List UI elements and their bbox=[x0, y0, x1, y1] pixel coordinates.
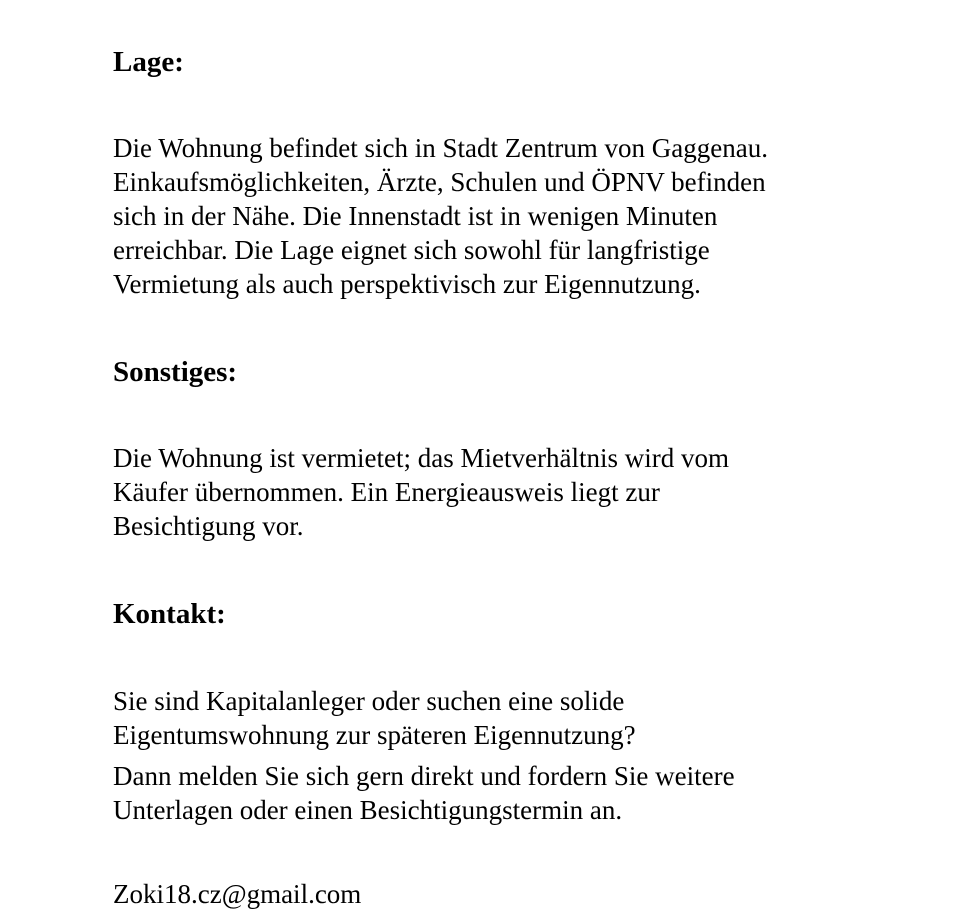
text-line: erreichbar. Die Lage eignet sich sowohl für langfristige bbox=[113, 235, 710, 265]
contact-email[interactable]: Zoki18.cz@gmail.com bbox=[113, 879, 362, 909]
text-line: Unterlagen oder einen Besichtigungstermin an. bbox=[113, 795, 623, 825]
text-line: Die Wohnung ist vermietet; das Mietverhältnis wird vom bbox=[113, 443, 729, 473]
text-line: Sie sind Kapitalanleger oder suchen eine solide bbox=[113, 686, 625, 716]
text-line: sich in der Nähe. Die Innenstadt ist in wenigen Minuten bbox=[113, 201, 718, 231]
text-line: Eigentumswohnung zur späteren Eigennutzung? bbox=[113, 720, 636, 750]
text-line: Besichtigung vor. bbox=[113, 511, 304, 541]
sonstiges-paragraph bbox=[113, 441, 873, 543]
text-line: Dann melden Sie sich gern direkt und fordern Sie weitere bbox=[113, 761, 735, 791]
text-line: Käufer übernommen. Ein Energieausweis liegt zur bbox=[113, 477, 660, 507]
text-line: Einkaufsmöglichkeiten, Ärzte, Schulen und ÖPNV befinden bbox=[113, 167, 766, 197]
kontakt-paragraph-1 bbox=[113, 684, 873, 752]
section-heading-lage: Lage: bbox=[113, 46, 184, 78]
lage-paragraph bbox=[113, 131, 873, 301]
text-line: Vermietung als auch perspektivisch zur Eigennutzung. bbox=[113, 269, 701, 299]
document-page bbox=[113, 0, 893, 920]
cut-off-text-fragment bbox=[113, 913, 123, 920]
kontakt-paragraph-2 bbox=[113, 759, 873, 827]
text-line: Die Wohnung befindet sich in Stadt Zentrum von Gaggenau. bbox=[113, 133, 768, 163]
section-heading-sonstiges: Sonstiges: bbox=[113, 356, 238, 388]
section-heading-kontakt: Kontakt: bbox=[113, 598, 226, 630]
